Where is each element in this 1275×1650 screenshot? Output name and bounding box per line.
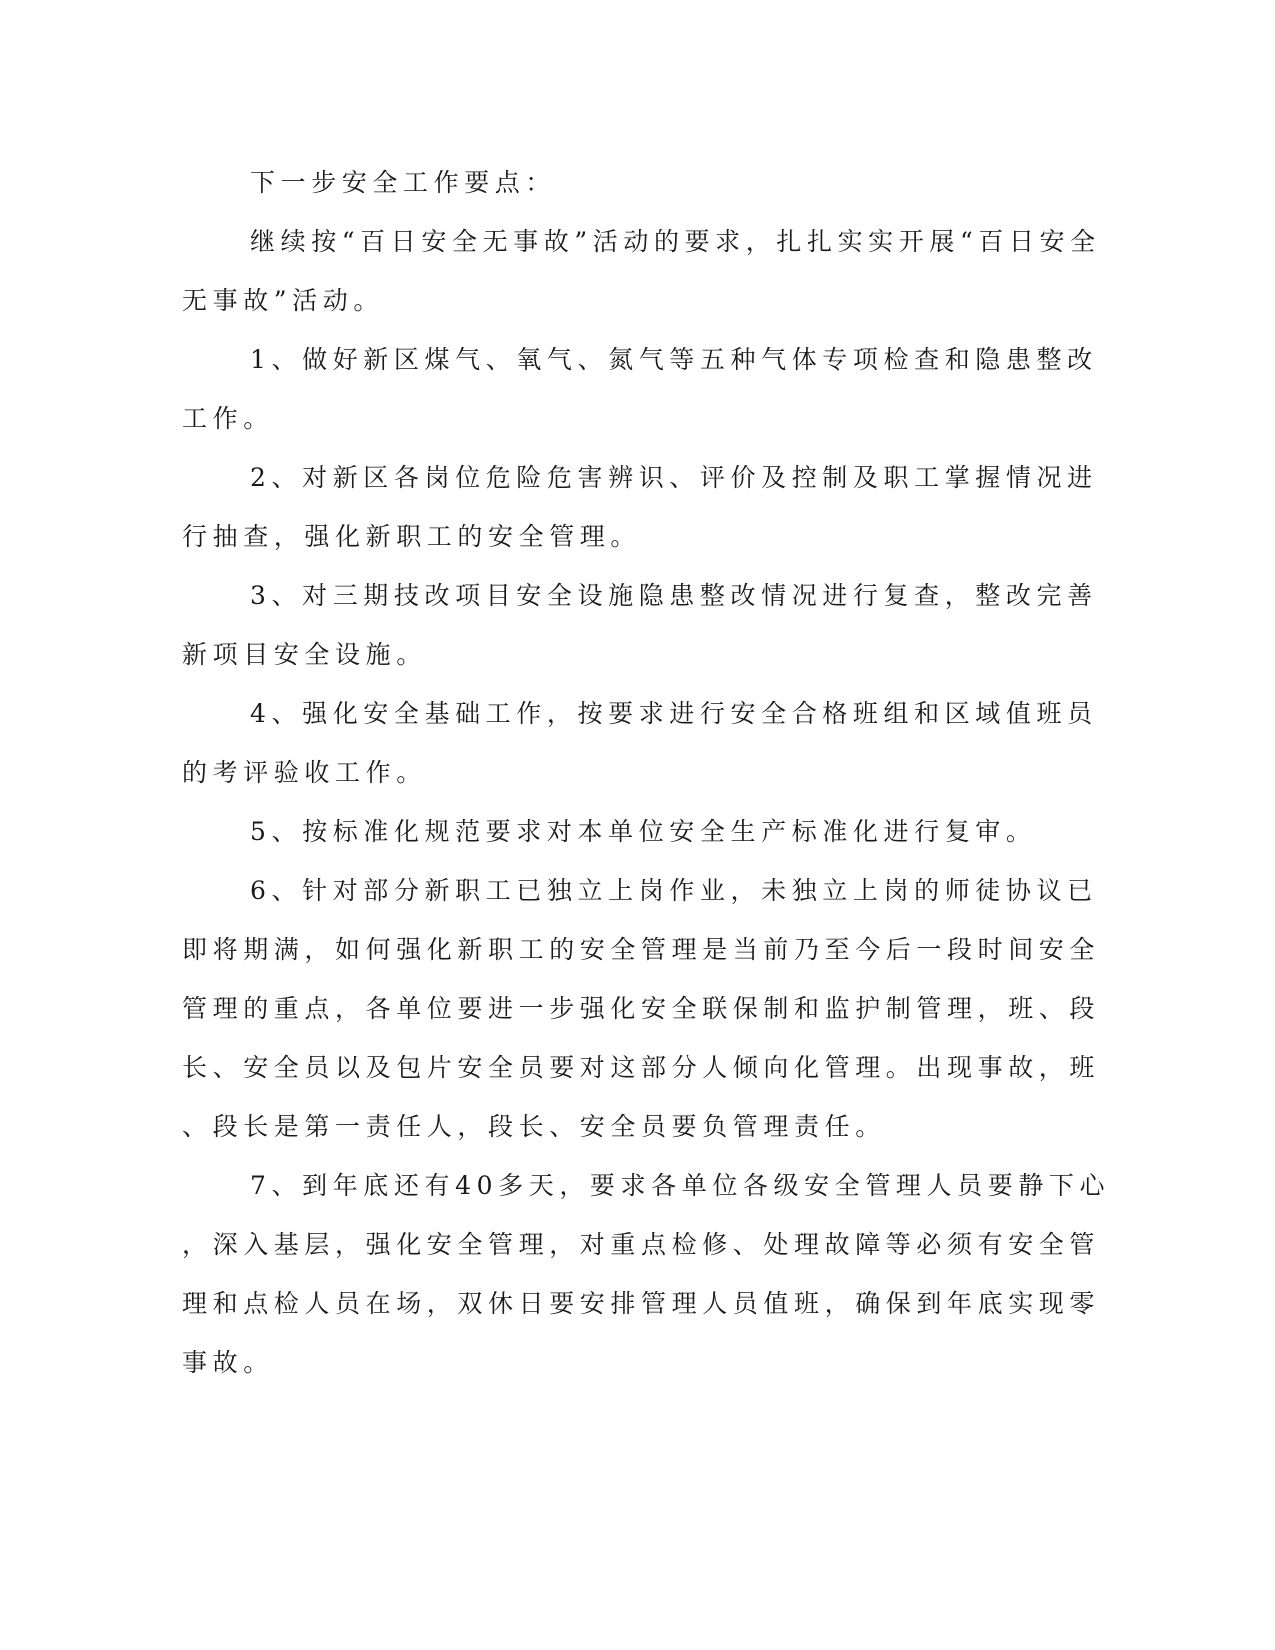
item-5-line-1: 5、按标准化规范要求对本单位安全生产标准化进行复审。	[250, 817, 1037, 846]
item-4-line-2: 的考评验收工作。	[182, 758, 427, 787]
item-6-line-3: 管理的重点，各单位要进一步强化安全联保制和监护制管理，班、段	[182, 994, 1101, 1023]
item-4-line-1: 4、强化安全基础工作，按要求进行安全合格班组和区域值班员	[250, 699, 1098, 728]
item-7-line-1: 7、到年底还有40多天，要求各单位各级安全管理人员要静下心	[250, 1171, 1111, 1200]
document-body	[182, 153, 1111, 1392]
item-7-line-4: 事故。	[182, 1348, 274, 1377]
item-1-line-1: 1、做好新区煤气、氧气、氮气等五种气体专项检查和隐患整改	[250, 345, 1098, 374]
item-7-line-3: 理和点检人员在场，双休日要安排管理人员值班，确保到年底实现零	[182, 1289, 1101, 1318]
item-2-line-2: 行抽查，强化新职工的安全管理。	[182, 522, 642, 551]
section-heading: 下一步安全工作要点：	[250, 168, 557, 197]
item-6-line-2: 即将期满，如何强化新职工的安全管理是当前乃至今后一段时间安全	[182, 935, 1101, 964]
item-6-line-4: 长、安全员以及包片安全员要对这部分人倾向化管理。出现事故，班	[182, 1053, 1101, 1082]
item-3-line-2: 新项目安全设施。	[182, 640, 427, 669]
paragraph-intro-line-2: 无事故”活动。	[182, 286, 384, 315]
item-6-line-1: 6、针对部分新职工已独立上岗作业，未独立上岗的师徒协议已	[250, 876, 1098, 905]
item-3-line-1: 3、对三期技改项目安全设施隐患整改情况进行复查，整改完善	[250, 581, 1098, 610]
item-1-line-2: 工作。	[182, 404, 274, 433]
item-6-line-5: 、段长是第一责任人，段长、安全员要负管理责任。	[182, 1112, 886, 1141]
item-2-line-1: 2、对新区各岗位危险危害辨识、评价及控制及职工掌握情况进	[250, 463, 1098, 492]
paragraph-intro-line-1: 继续按“百日安全无事故”活动的要求，扎扎实实开展“百日安全	[250, 227, 1101, 256]
item-7-line-2: ，深入基层，强化安全管理，对重点检修、处理故障等必须有安全管	[182, 1230, 1101, 1259]
